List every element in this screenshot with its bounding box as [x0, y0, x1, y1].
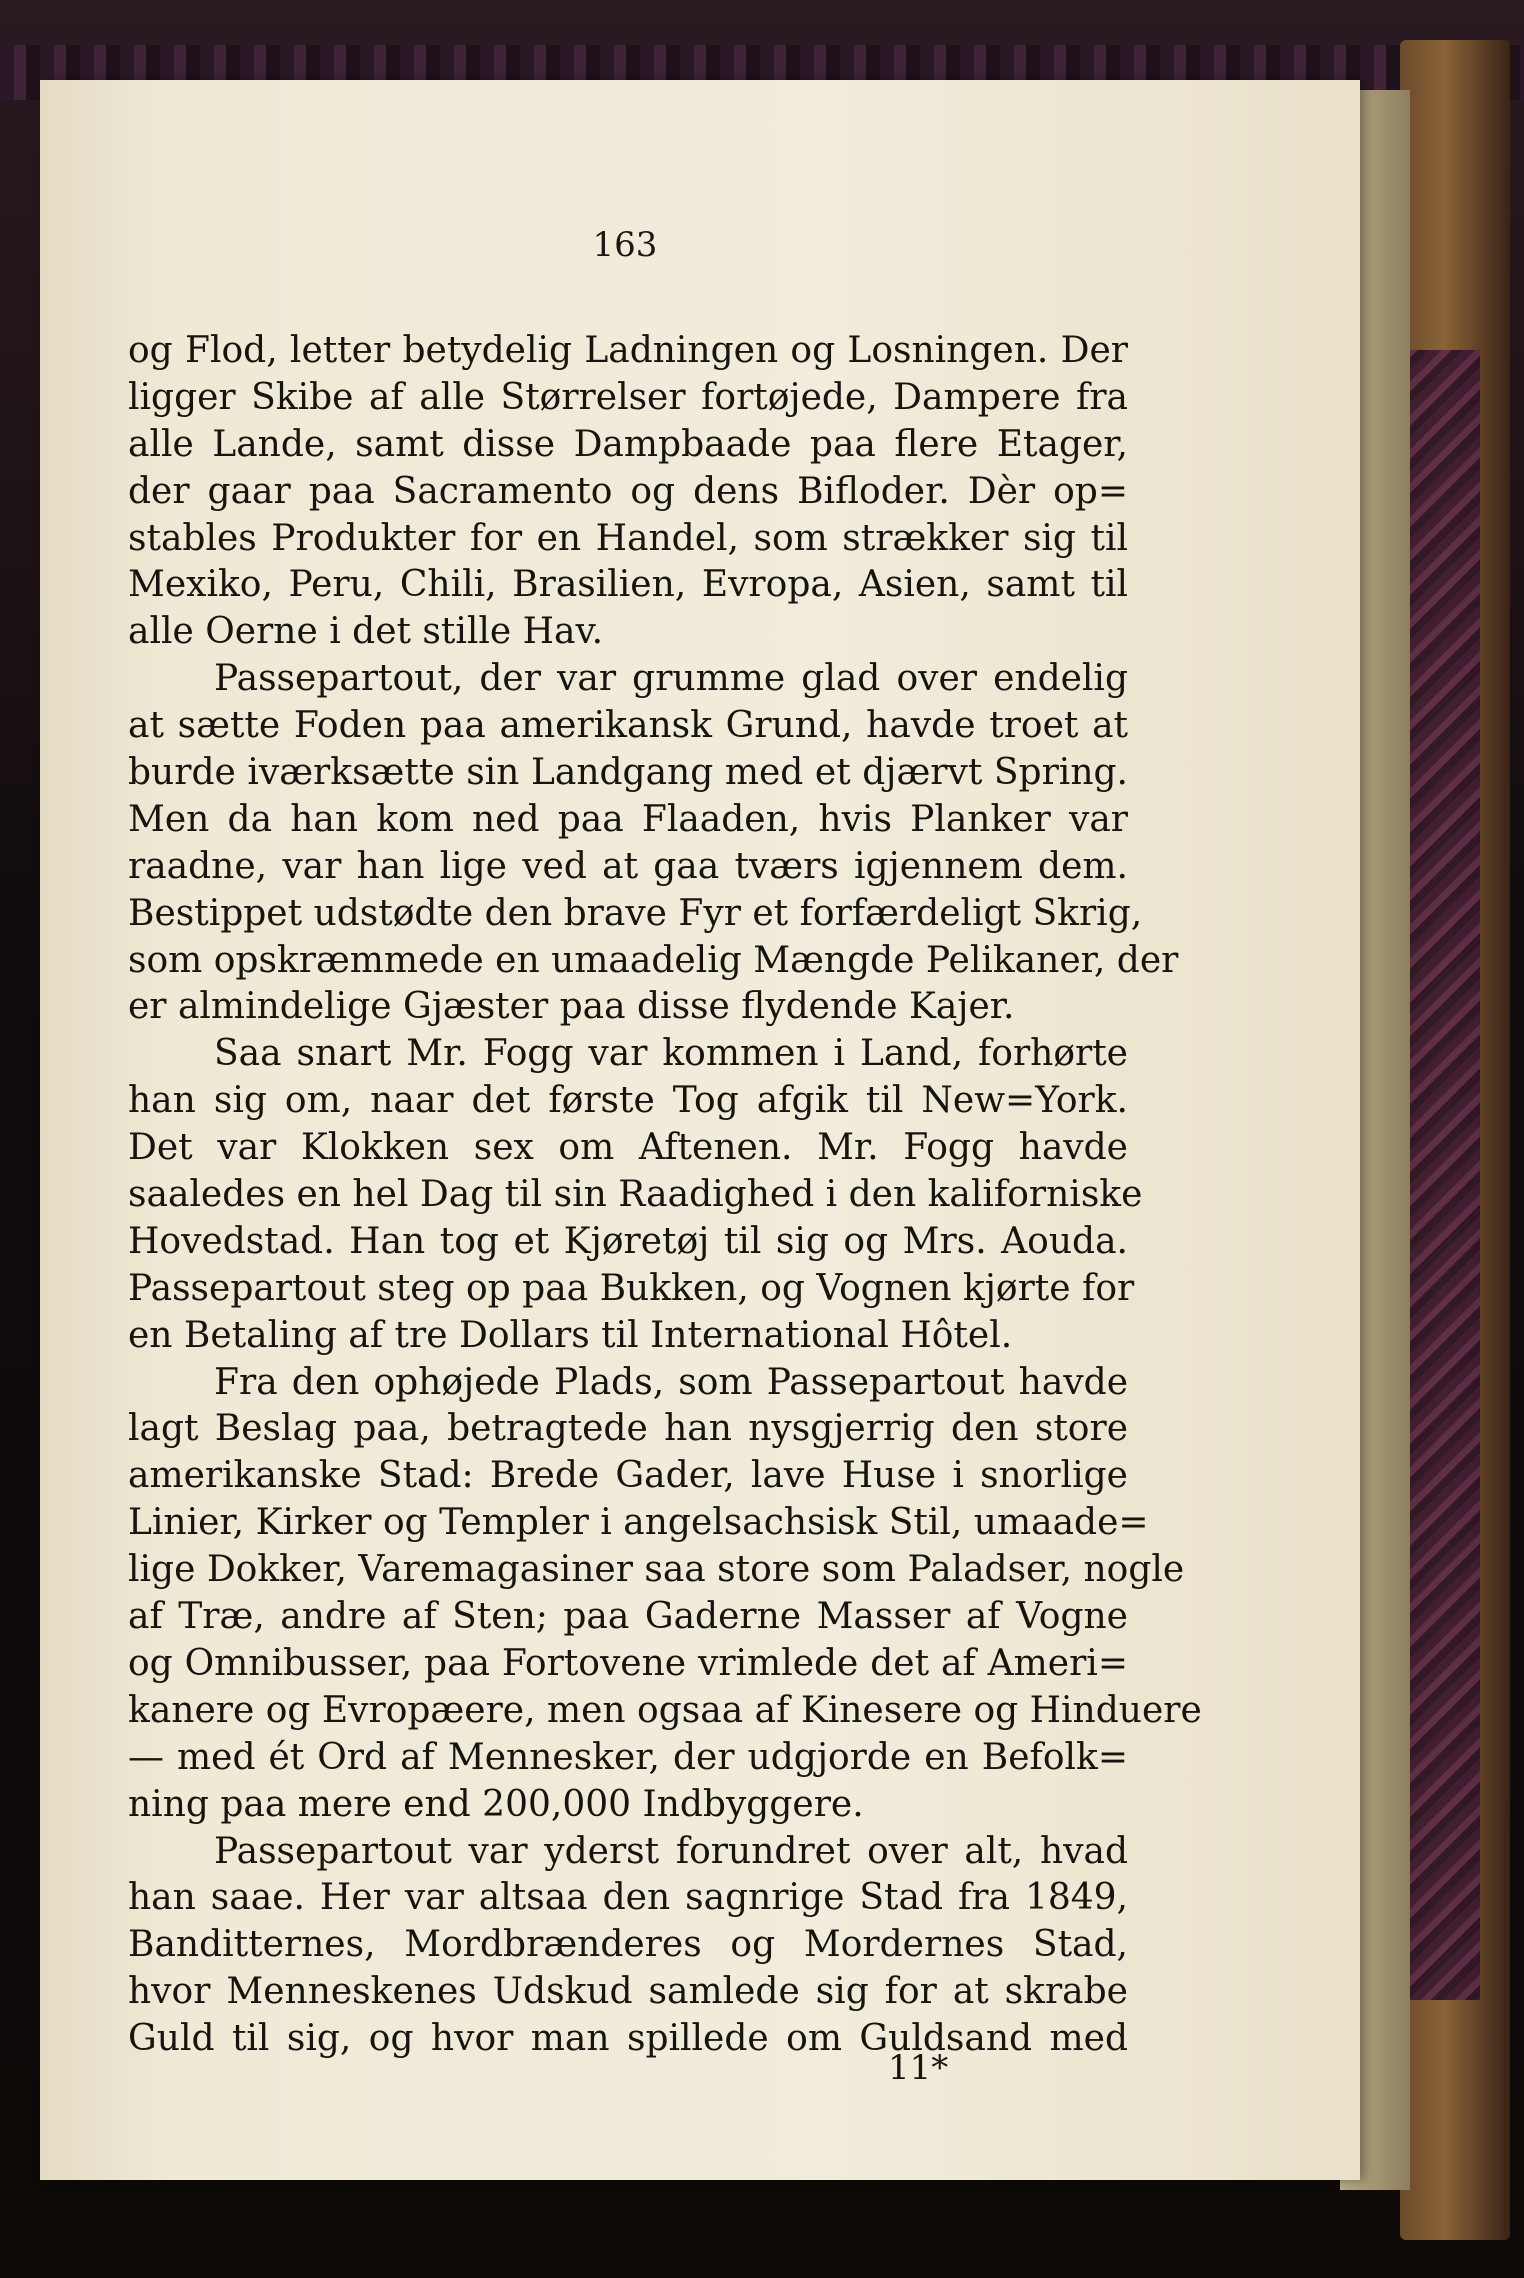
text-line: en Betaling af tre Dollars til International Hôtel. [128, 1314, 1013, 1356]
text-line: Saa snart Mr. Fogg var kommen i Land, forhørte [214, 1033, 1128, 1075]
text-line: han saae. Her var altsaa den sagnrige Stad fra 1849, [128, 1877, 1128, 1919]
text-line: Men da han kom ned paa Flaaden, hvis Planker var [128, 798, 1128, 840]
text-line: amerikanske Stad: Brede Gader, lave Huse i snorlige [128, 1455, 1128, 1497]
body-text [128, 328, 1202, 2063]
text-line: alle Lande, samt disse Dampbaade paa flere Etager, [128, 423, 1128, 465]
text-line: stables Produkter for en Handel, som strækker sig til [128, 517, 1128, 559]
text-line: Fra den ophøjede Plads, som Passepartout havde [214, 1361, 1128, 1403]
text-line: lige Dokker, Varemagasiner saa store som Paladser, nogle [128, 1549, 1185, 1591]
text-line: Guld til sig, og hvor man spillede om Guldsand med [128, 2018, 1128, 2060]
text-line: raadne, var han lige ved at gaa tværs igjennem dem. [128, 845, 1128, 887]
text-line: Linier, Kirker og Templer i angelsachsisk Stil, umaade= [128, 1502, 1149, 1544]
text-line: hvor Menneskenes Udskud samlede sig for at skrabe [128, 1971, 1128, 2013]
text-line: Mexiko, Peru, Chili, Brasilien, Evropa, Asien, samt til [128, 564, 1128, 606]
text-line: alle Oerne i det stille Hav. [128, 611, 604, 653]
signature-mark: 11* [888, 2048, 949, 2088]
text-line: Passepartout, der var grumme glad over endelig [214, 658, 1128, 700]
text-line: Det var Klokken sex om Aftenen. Mr. Fogg havde [128, 1127, 1128, 1169]
text-line: af Træ, andre af Sten; paa Gaderne Masser af Vogne [128, 1596, 1128, 1638]
text-line: Passepartout steg op paa Bukken, og Vognen kjørte for [128, 1267, 1135, 1309]
text-line: Banditternes, Mordbrænderes og Mordernes Stad, [128, 1924, 1128, 1966]
text-line: der gaar paa Sacramento og dens Bifloder. Dèr op= [128, 470, 1128, 512]
text-line: Bestippet udstødte den brave Fyr et forfærdeligt Skrig, [128, 892, 1143, 934]
text-line: er almindelige Gjæster paa disse flydende Kajer. [128, 986, 1015, 1028]
page-number: 163 [592, 225, 658, 265]
text-line: saaledes en hel Dag til sin Raadighed i den kaliforniske [128, 1174, 1143, 1216]
text-line: og Omnibusser, paa Fortovene vrimlede det af Ameri= [128, 1642, 1128, 1684]
text-line: at sætte Foden paa amerikansk Grund, havde troet at [128, 705, 1128, 747]
text-line: kanere og Evropæere, men ogsaa af Kinesere og Hinduere [128, 1689, 1202, 1731]
text-line: som opskræmmede en umaadelig Mængde Pelikaner, der [128, 939, 1179, 981]
text-line: og Flod, letter betydelig Ladningen og Losningen. Der [128, 330, 1128, 371]
text-line: Hovedstad. Han tog et Kjøretøj til sig og Mrs. Aouda. [128, 1220, 1128, 1262]
text-line: han sig om, naar det første Tog afgik til New=York. [128, 1080, 1128, 1122]
text-line: ning paa mere end 200,000 Indbyggere. [128, 1783, 864, 1825]
text-line: ligger Skibe af alle Størrelser fortøjede, Dampere fra [128, 376, 1128, 418]
text-line: — med ét Ord af Mennesker, der udgjorde en Befolk= [128, 1736, 1128, 1778]
text-line: burde iværksætte sin Landgang med et djærvt Spring. [128, 752, 1128, 794]
text-line: Passepartout var yderst forundret over alt, hvad [214, 1830, 1128, 1872]
text-line: lagt Beslag paa, betragtede han nysgjerrig den store [128, 1408, 1128, 1450]
